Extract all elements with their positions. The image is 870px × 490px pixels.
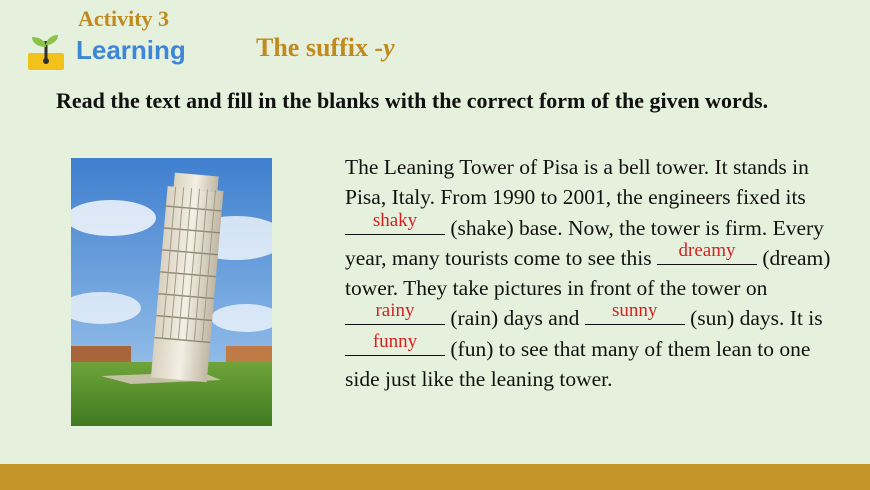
section-label: Learning (76, 35, 186, 65)
answer-3: rainy (375, 300, 415, 322)
blank-1[interactable] (345, 209, 445, 235)
leaning-tower-photo (71, 158, 272, 426)
sprout-icon (26, 33, 66, 71)
passage-text-1: The Leaning Tower of Pisa is a bell tower. It stands in Pisa, Italy. From 1990 to 2001, the engineers fixed its (345, 155, 809, 210)
lesson-title (256, 33, 395, 63)
answer-4: sunny (612, 300, 658, 322)
passage-text-4: (rain) days and (445, 306, 585, 331)
blank-4[interactable] (585, 300, 685, 325)
passage-text-2: (shake) base. Now, the tower is firm. Every year, many tourists come to see this (345, 215, 824, 270)
passage-text-5: (sun) days. It is (684, 306, 823, 331)
activity-label: Activity 3 (78, 6, 170, 31)
answer-5: funny (372, 330, 418, 352)
blank-2[interactable] (657, 239, 757, 265)
passage-text-3: (dream) tower. They take pictures in front of the tower on (345, 245, 831, 301)
blank-3[interactable] (345, 300, 445, 325)
title-suffix: -y (374, 33, 395, 62)
instruction-text: Read the text and fill in the blanks with the correct form of the given words. (56, 88, 769, 113)
footer-bar (0, 464, 870, 490)
answer-1: shaky (372, 209, 418, 231)
answer-2: dreamy (678, 239, 736, 261)
passage (345, 152, 835, 394)
title-prefix: The suffix (256, 33, 375, 62)
passage-text-6: (fun) to see that many of them lean to one side just like the leaning tower. (345, 336, 811, 392)
blank-5[interactable] (345, 330, 445, 356)
